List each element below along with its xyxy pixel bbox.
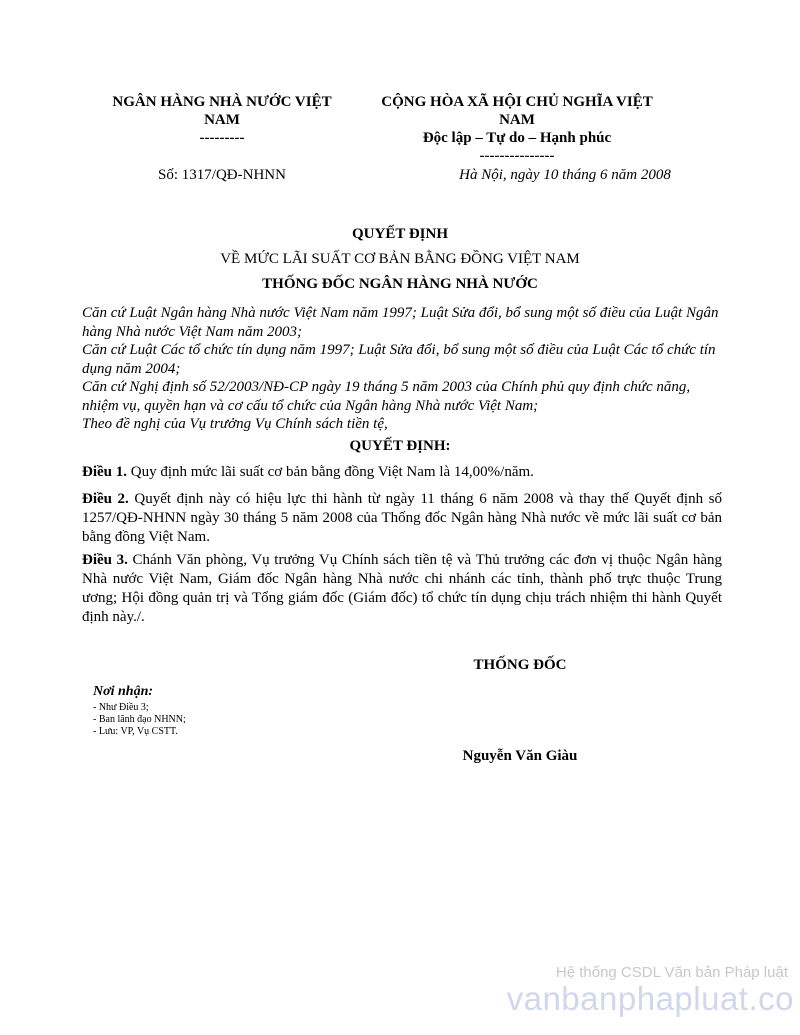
agency-name-line1: NGÂN HÀNG NHÀ NƯỚC VIỆT <box>112 94 332 110</box>
article-3 <box>82 551 722 627</box>
decision-heading: QUYẾT ĐỊNH: <box>349 438 451 454</box>
article-label: Điều 2. <box>82 491 129 507</box>
basis-item: Theo đề nghị của Vụ trưởng Vụ Chính sách tiền tệ, <box>82 416 388 432</box>
article-1 <box>82 463 722 482</box>
national-motto: Độc lập – Tự do – Hạnh phúc <box>422 130 612 146</box>
article-text: Quyết định này có hiệu lực thi hành từ ngày 11 tháng 6 năm 2008 và thay thế Quyết định số 1257/QĐ-NHNN ngày 30 tháng 5 năm 2008 của Thống đốc Ngân hàng Nhà nước về mức lãi suất cơ bản bằng đồng Việt Nam. <box>82 491 722 545</box>
recipients-label: Nơi nhận: <box>93 684 154 699</box>
article-text: Quy định mức lãi suất cơ bản bằng đồng Việt Nam là 14,00%/năm. <box>127 464 534 480</box>
motto-divider: --------------- <box>479 148 555 164</box>
national-header <box>358 93 676 165</box>
agency-name-line2: NAM <box>204 112 240 128</box>
agency-divider: --------- <box>199 130 245 146</box>
basis-item: Căn cứ Nghị định số 52/2003/NĐ-CP ngày 19 tháng 5 năm 2003 của Chính phủ quy định chức năng, nhiệm vụ, quyền hạn và cơ cấu tổ chức của Ngân hàng Nhà nước Việt Nam; <box>82 379 691 414</box>
signer-name: Nguyễn Văn Giàu <box>462 748 578 764</box>
document-title: QUYẾT ĐỊNH <box>352 226 448 242</box>
document-subject: VỀ MỨC LÃI SUẤT CƠ BẢN BẰNG ĐỒNG VIỆT NAM <box>220 251 580 267</box>
recipient-item: - Ban lãnh đạo NHNN; <box>93 714 186 725</box>
basis-item: Căn cứ Luật Các tổ chức tín dụng năm 1997; Luật Sửa đổi, bổ sung một số điều của Luật Các tổ chức tín dụng năm 2004; <box>82 342 716 377</box>
signer-title: THỐNG ĐỐC <box>473 657 567 673</box>
basis-item: Căn cứ Luật Ngân hàng Nhà nước Việt Nam năm 1997; Luật Sửa đổi, bổ sung một số điều của Luật Ngân hàng Nhà nước Việt Nam năm 2003; <box>82 305 719 340</box>
legal-basis <box>82 304 722 434</box>
republic-name-line1: CỘNG HÒA XÃ HỘI CHỦ NGHĨA VIỆT <box>381 94 653 110</box>
article-label: Điều 1. <box>82 464 127 480</box>
document-number: Số: 1317/QĐ-NHNN <box>158 167 286 183</box>
republic-name-line2: NAM <box>499 112 535 128</box>
article-2 <box>82 490 722 547</box>
recipient-item: - Lưu: VP, Vụ CSTT. <box>93 726 178 737</box>
article-text: Chánh Văn phòng, Vụ trưởng Vụ Chính sách tiền tệ và Thủ trưởng các đơn vị thuộc Ngân hàng Nhà nước Việt Nam, Giám đốc Ngân hàng Nhà nước chi nhánh các tỉnh, thành phố trực thuộc Trung ương; Hội đồng quản trị và Tổng giám đốc (Giám đốc) tổ chức tín dụng chịu trách nhiệm thi hành Quyết định này./. <box>82 552 722 625</box>
watermark-caption: Hệ thống CSDL Văn bản Pháp luật <box>555 964 788 981</box>
place-and-date: Hà Nội, ngày 10 tháng 6 năm 2008 <box>459 167 671 183</box>
recipients-list <box>93 702 186 738</box>
recipient-item: - Như Điều 3; <box>93 702 149 713</box>
issuing-authority: THỐNG ĐỐC NGÂN HÀNG NHÀ NƯỚC <box>262 276 538 292</box>
issuing-agency <box>92 93 352 147</box>
article-label: Điều 3. <box>82 552 128 568</box>
watermark-site: vanbanphapluat.co <box>506 980 794 1017</box>
